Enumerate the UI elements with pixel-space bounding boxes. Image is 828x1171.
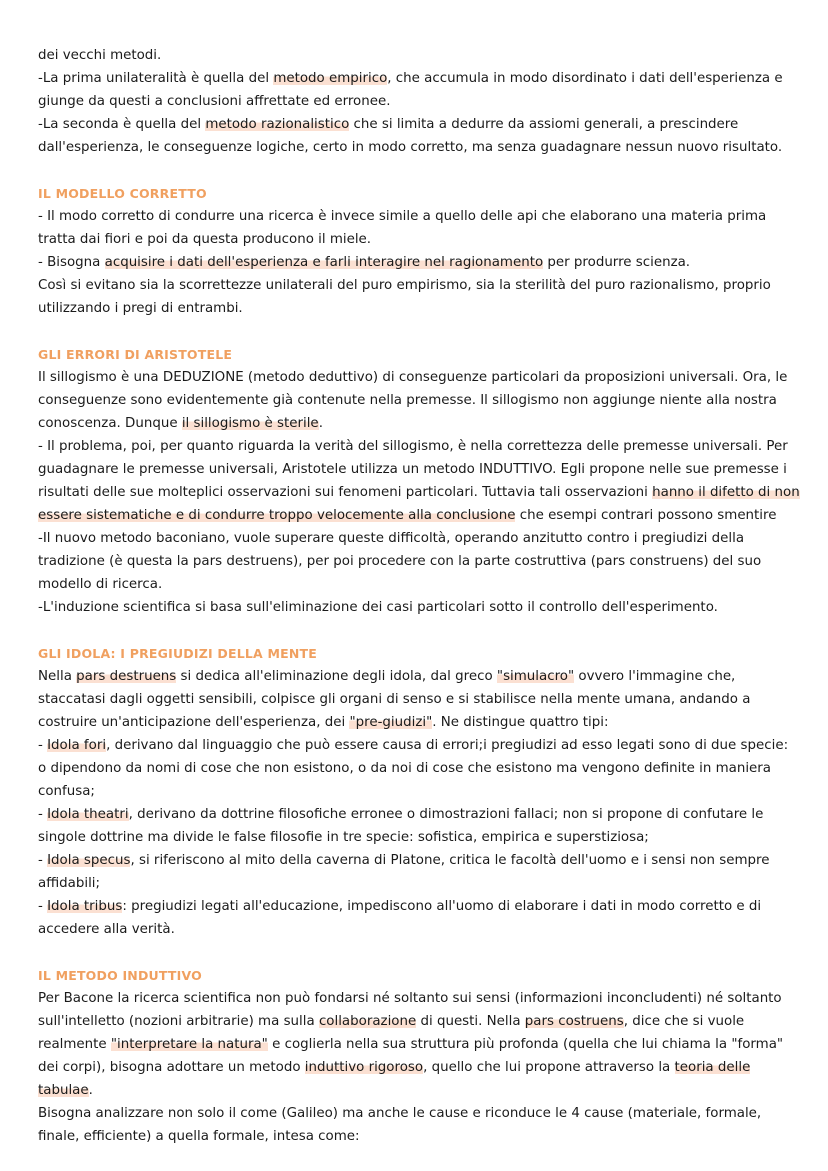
text-run: - — [38, 738, 48, 753]
text-run: dei vecchi metodi. — [38, 48, 162, 63]
text-run: , dice che si vuole realmente — [38, 1014, 745, 1052]
text-run: Nella — [38, 669, 77, 684]
premesse-paragraph — [38, 435, 800, 527]
empirismo-paragraph: Così si evitano sia la scorrettezze unilaterali del puro empirismo, sia la sterilità del puro razionalismo, proprio utilizzando i pregi di entrambi. — [38, 278, 771, 316]
highlight: pars costruens — [524, 1014, 624, 1029]
highlight: pars destruens — [76, 669, 177, 684]
idola-section — [38, 642, 800, 941]
highlight: "simulacro" — [496, 669, 575, 684]
modello-section — [38, 182, 800, 320]
acquisire-paragraph — [38, 251, 800, 274]
pars-destruens-paragraph — [38, 665, 800, 734]
highlight: teoria delle tabulae — [38, 1060, 751, 1098]
idola-specus-item — [38, 849, 800, 895]
text-run: -La prima unilateralità è quella del — [38, 71, 274, 86]
text-run: , si riferiscono al mito della caverna di Platone, critica le facoltà dell'uomo e i sensi non sempre affidabili; — [38, 853, 770, 891]
highlight: hanno il difetto di non essere sistematiche e di condurre troppo velocemente alla conclusione — [38, 485, 800, 523]
idola-theatri-item — [38, 803, 800, 849]
text-run: ovvero l'immagine che, staccatasi dagli oggetti sensibili, colpisce gli organi di senso e si stabilisce nella mente umana, andando a costruire un'anticipazione dell'esperienza, dei — [38, 669, 751, 730]
text-run: . Ne distingue quattro tipi: — [432, 715, 609, 730]
text-run: e coglierla nella sua struttura più profonda (quella che lui chiama la "forma" dei corpi), bisogna adottare un metodo — [38, 1037, 784, 1075]
induttivo-section — [38, 964, 800, 1148]
highlight: il sillogismo è sterile — [181, 416, 319, 431]
text-run: - — [38, 899, 48, 914]
idola-tribus-item — [38, 895, 800, 941]
text-run: , derivano dal linguaggio che può essere causa di errori;i pregiudizi ad esso legati sono di due specie: o dipendono da nomi di cose che non esistono, o da noi di cose che esistono ma vengono definite in maniera confusa; — [38, 738, 789, 799]
highlight: acquisire i dati dell'esperienza e farli interagire nel ragionamento — [104, 255, 544, 270]
idola-fori-item — [38, 734, 800, 803]
ricerca-scientifica-paragraph — [38, 987, 800, 1102]
text-run: - — [38, 807, 48, 822]
intro-line — [38, 44, 800, 67]
highlight: Idola theatri — [47, 807, 129, 822]
highlight: induttivo rigoroso — [304, 1060, 424, 1075]
text-run: , quello che lui propone attraverso la — [423, 1060, 675, 1075]
text-run: Per Bacone la ricerca scientifica non può fondarsi né soltanto sui sensi (informazioni inconcludenti) né soltanto sull'intelletto (nozioni arbitrarie) ma sulla — [38, 991, 782, 1029]
text-run: che si limita a dedurre da assiomi generali, a prescindere dall'esperienza, le conseguenze logiche, certo in modo corretto, ma senza guadagnare nessun nuovo risultato. — [38, 117, 783, 155]
intro-section — [38, 44, 800, 159]
text-run: di questi. Nella — [416, 1014, 525, 1029]
cause-paragraph: Bisogna analizzare non solo il come (Galileo) ma anche le cause e riconduce le 4 cause (materiale, formale, finale, efficiente) a quella formale, intesa come: — [38, 1106, 762, 1144]
text-run: , derivano da dottrine filosofiche erronee o dimostrazioni fallaci; non si propone di confutare le singole dottrine ma divide le false filosofie in tre specie: sofistica, empirica e superstiziosa; — [38, 807, 764, 845]
text-run: - Il problema, poi, per quanto riguarda la verità del sillogismo, è nella correttezza delle premesse universali. Per guadagnare le premesse universali, Aristotele utilizza un metodo INDUTTIVO. Egli propone nelle sue premesse i risultati delle sue molteplici osservazioni sui fenomeni particolari. Tuttavia tali osservazioni — [38, 439, 788, 500]
text-run: per produrre scienza. — [543, 255, 691, 270]
highlight: Idola specus — [47, 853, 131, 868]
highlight: Idola tribus — [47, 899, 123, 914]
section-heading: IL MODELLO CORRETTO — [38, 186, 207, 201]
highlight: metodo empirico — [273, 71, 388, 86]
text-run: : pregiudizi legati all'educazione, impediscono all'uomo di elaborare i dati in modo corretto e di accedere alla verità. — [38, 899, 762, 937]
metodo-empirico-paragraph — [38, 67, 800, 113]
text-run: - Bisogna — [38, 255, 105, 270]
highlight: "interpretare la natura" — [110, 1037, 268, 1052]
baconiano-paragraph: -Il nuovo metodo baconiano, vuole superare queste difficoltà, operando anzitutto contro i pregiudizi della tradizione (è questa la pars destruens), per poi procedere con la parte costruttiva (pars construens) del suo modello di ricerca. — [38, 531, 762, 592]
aristotele-section — [38, 343, 800, 619]
highlight: "pre-giudizi" — [349, 715, 433, 730]
metodo-razionalistico-paragraph — [38, 113, 800, 159]
sillogismo-paragraph — [38, 366, 800, 435]
section-heading: IL METODO INDUTTIVO — [38, 968, 202, 983]
highlight: collaborazione — [318, 1014, 417, 1029]
highlight: metodo razionalistico — [205, 117, 350, 132]
text-run: -La seconda è quella del — [38, 117, 206, 132]
text-run: si dedica all'eliminazione degli idola, dal greco — [176, 669, 497, 684]
text-run: , che accumula in modo disordinato i dati dell'esperienza e giunge da questi a conclusioni affrettate ed erronee. — [38, 71, 783, 109]
text-run: Il sillogismo è una DEDUZIONE (metodo deduttivo) di conseguenze particolari da proposizioni universali. Ora, le conseguenze sono evidentemente già contenute nella premesse. Il sillogismo non aggiunge niente alla nostra conoscenza. Dunque — [38, 370, 788, 431]
text-run: . — [88, 1083, 93, 1098]
section-heading: GLI ERRORI DI ARISTOTELE — [38, 347, 233, 362]
highlight: Idola fori — [47, 738, 107, 753]
induzione-paragraph: -L'induzione scientifica si basa sull'eliminazione dei casi particolari sotto il controllo dell'esperimento. — [38, 600, 718, 615]
text-run: - — [38, 853, 48, 868]
text-run: . — [318, 416, 323, 431]
section-heading: GLI IDOLA: I PREGIUDIZI DELLA MENTE — [38, 646, 317, 661]
api-paragraph: - Il modo corretto di condurre una ricerca è invece simile a quello delle api che elaborano una materia prima tratta dai fiori e poi da questa producono il miele. — [38, 209, 767, 247]
text-run: che esempi contrari possono smentire — [515, 508, 777, 523]
